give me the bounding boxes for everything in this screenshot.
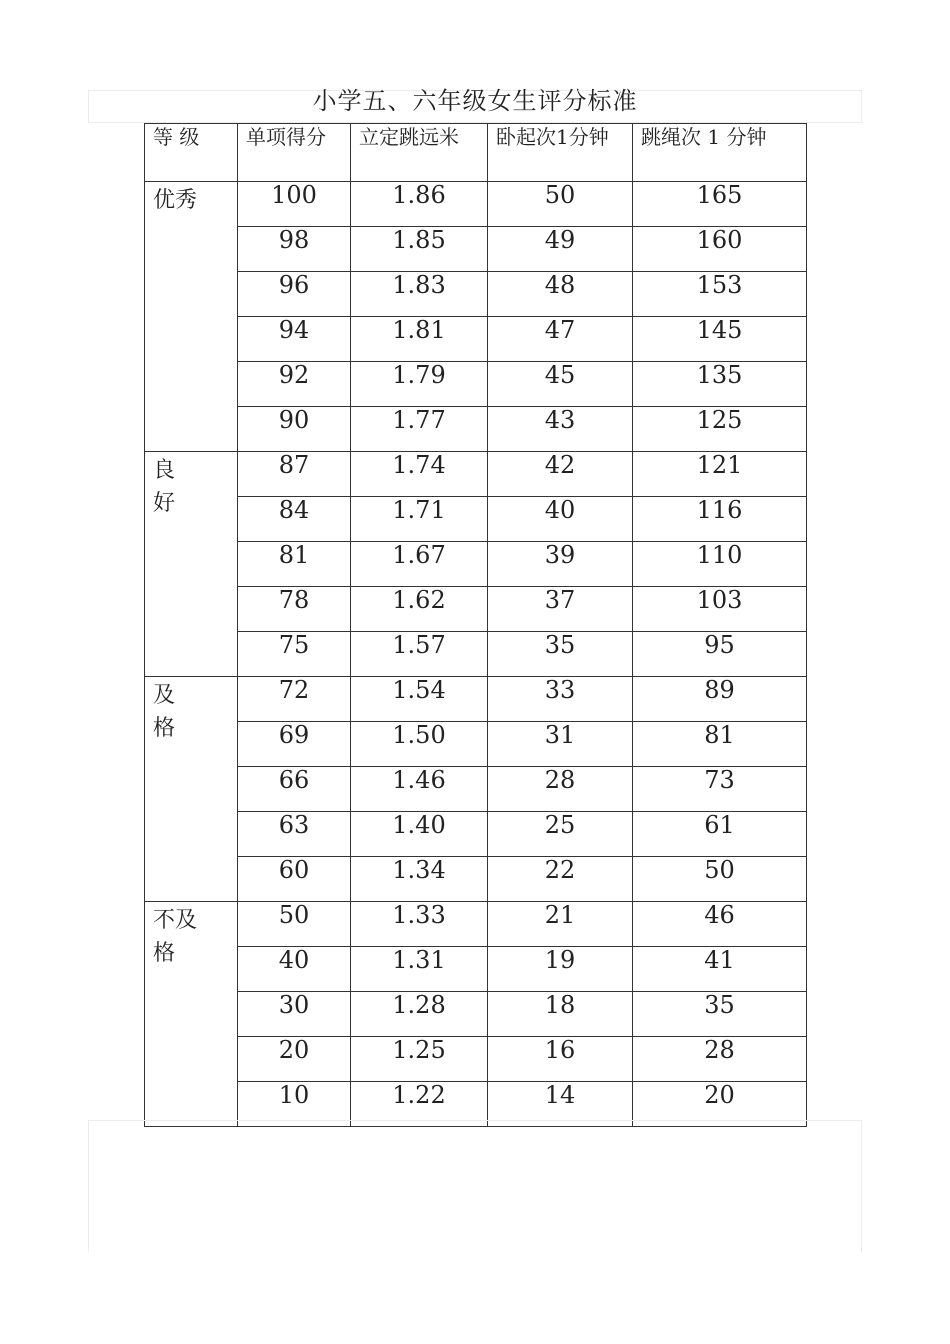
table-row — [145, 227, 807, 272]
table-row — [145, 362, 807, 407]
next-page-frame — [88, 1120, 862, 1252]
score-cell: 75 — [238, 632, 351, 677]
score-cell: 96 — [238, 272, 351, 317]
grade-label: 优秀 — [153, 188, 198, 213]
header-grade: 等 级 — [145, 124, 238, 182]
table-row — [145, 1037, 807, 1082]
page-title: 小学五、六年级女生评分标准 — [312, 87, 638, 115]
table-row — [145, 677, 807, 722]
score-cell: 69 — [238, 722, 351, 767]
header-long-jump: 立定跳远米 — [351, 124, 488, 182]
long-jump-cell: 1.46 — [351, 767, 488, 812]
long-jump-cell: 1.22 — [351, 1082, 488, 1127]
rope-skipping-cell: 50 — [633, 857, 807, 902]
long-jump-cell: 1.67 — [351, 542, 488, 587]
long-jump-cell: 1.50 — [351, 722, 488, 767]
long-jump-cell: 1.79 — [351, 362, 488, 407]
sit-ups-cell: 31 — [488, 722, 633, 767]
long-jump-cell: 1.85 — [351, 227, 488, 272]
rope-skipping-cell: 153 — [633, 272, 807, 317]
long-jump-cell: 1.57 — [351, 632, 488, 677]
scoring-table — [144, 123, 807, 1127]
score-cell: 98 — [238, 227, 351, 272]
grade-cell — [145, 182, 238, 452]
table-row — [145, 632, 807, 677]
sit-ups-cell: 33 — [488, 677, 633, 722]
score-cell: 20 — [238, 1037, 351, 1082]
rope-skipping-cell: 103 — [633, 587, 807, 632]
table-row — [145, 902, 807, 947]
rope-skipping-cell: 73 — [633, 767, 807, 812]
sit-ups-cell: 28 — [488, 767, 633, 812]
score-cell: 84 — [238, 497, 351, 542]
long-jump-cell: 1.33 — [351, 902, 488, 947]
long-jump-cell: 1.74 — [351, 452, 488, 497]
long-jump-cell: 1.40 — [351, 812, 488, 857]
rope-skipping-cell: 35 — [633, 992, 807, 1037]
table-row — [145, 317, 807, 362]
score-cell: 78 — [238, 587, 351, 632]
long-jump-cell: 1.71 — [351, 497, 488, 542]
rope-skipping-cell: 20 — [633, 1082, 807, 1127]
table-row — [145, 812, 807, 857]
score-cell: 94 — [238, 317, 351, 362]
sit-ups-cell: 18 — [488, 992, 633, 1037]
table-row — [145, 452, 807, 497]
rope-skipping-cell: 160 — [633, 227, 807, 272]
sit-ups-cell: 40 — [488, 497, 633, 542]
sit-ups-cell: 49 — [488, 227, 633, 272]
long-jump-cell: 1.34 — [351, 857, 488, 902]
table-row — [145, 272, 807, 317]
score-cell: 81 — [238, 542, 351, 587]
sit-ups-cell: 22 — [488, 857, 633, 902]
score-cell: 60 — [238, 857, 351, 902]
score-cell: 63 — [238, 812, 351, 857]
grade-label: 良好 — [153, 458, 176, 516]
grade-cell — [145, 677, 238, 902]
sit-ups-cell: 19 — [488, 947, 633, 992]
rope-skipping-cell: 135 — [633, 362, 807, 407]
sit-ups-cell: 21 — [488, 902, 633, 947]
sit-ups-cell: 50 — [488, 182, 633, 227]
grade-label: 及格 — [153, 683, 176, 741]
header-score: 单项得分 — [238, 124, 351, 182]
table-row — [145, 722, 807, 767]
sit-ups-cell: 37 — [488, 587, 633, 632]
rope-skipping-cell: 145 — [633, 317, 807, 362]
score-cell: 10 — [238, 1082, 351, 1127]
rope-skipping-cell: 61 — [633, 812, 807, 857]
score-cell: 90 — [238, 407, 351, 452]
table-row — [145, 587, 807, 632]
long-jump-cell: 1.54 — [351, 677, 488, 722]
rope-skipping-cell: 46 — [633, 902, 807, 947]
sit-ups-cell: 42 — [488, 452, 633, 497]
rope-skipping-cell: 125 — [633, 407, 807, 452]
sit-ups-cell: 16 — [488, 1037, 633, 1082]
score-cell: 50 — [238, 902, 351, 947]
grade-cell — [145, 902, 238, 1127]
rope-skipping-cell: 81 — [633, 722, 807, 767]
sit-ups-cell: 45 — [488, 362, 633, 407]
rope-skipping-cell: 165 — [633, 182, 807, 227]
table-row — [145, 542, 807, 587]
score-cell: 40 — [238, 947, 351, 992]
long-jump-cell: 1.81 — [351, 317, 488, 362]
header-sit-ups: 卧起次1分钟 — [488, 124, 633, 182]
long-jump-cell: 1.28 — [351, 992, 488, 1037]
table-row — [145, 992, 807, 1037]
sit-ups-cell: 43 — [488, 407, 633, 452]
long-jump-cell: 1.62 — [351, 587, 488, 632]
score-cell: 92 — [238, 362, 351, 407]
score-cell: 87 — [238, 452, 351, 497]
rope-skipping-cell: 41 — [633, 947, 807, 992]
score-cell: 30 — [238, 992, 351, 1037]
grade-label: 不及格 — [153, 908, 198, 966]
rope-skipping-cell: 89 — [633, 677, 807, 722]
score-cell: 100 — [238, 182, 351, 227]
rope-skipping-cell: 28 — [633, 1037, 807, 1082]
header-row — [145, 124, 807, 182]
rope-skipping-cell: 121 — [633, 452, 807, 497]
long-jump-cell: 1.25 — [351, 1037, 488, 1082]
long-jump-cell: 1.83 — [351, 272, 488, 317]
grade-cell — [145, 452, 238, 677]
sit-ups-cell: 14 — [488, 1082, 633, 1127]
table-row — [145, 182, 807, 227]
score-cell: 66 — [238, 767, 351, 812]
table-row — [145, 497, 807, 542]
table-row — [145, 767, 807, 812]
sit-ups-cell: 47 — [488, 317, 633, 362]
header-rope-skipping: 跳绳次 1 分钟 — [633, 124, 807, 182]
table-row — [145, 407, 807, 452]
sit-ups-cell: 35 — [488, 632, 633, 677]
rope-skipping-cell: 95 — [633, 632, 807, 677]
table-row — [145, 857, 807, 902]
rope-skipping-cell: 116 — [633, 497, 807, 542]
long-jump-cell: 1.77 — [351, 407, 488, 452]
sit-ups-cell: 48 — [488, 272, 633, 317]
rope-skipping-cell: 110 — [633, 542, 807, 587]
score-cell: 72 — [238, 677, 351, 722]
long-jump-cell: 1.31 — [351, 947, 488, 992]
sit-ups-cell: 25 — [488, 812, 633, 857]
table-row — [145, 947, 807, 992]
sit-ups-cell: 39 — [488, 542, 633, 587]
long-jump-cell: 1.86 — [351, 182, 488, 227]
